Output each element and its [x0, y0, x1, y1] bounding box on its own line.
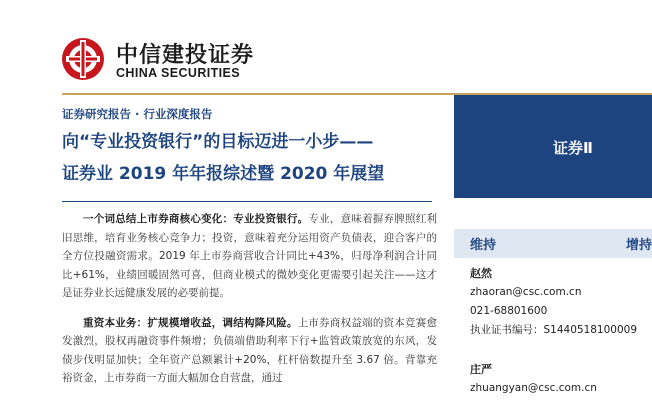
report-title-line-1: 向“专业投资银行”的目标迈进一小步—— [62, 132, 374, 152]
analyst-name: 庄严 [470, 363, 492, 376]
summary-paragraph-2 [62, 314, 437, 388]
analyst-phone: 021-68801600 [470, 305, 548, 317]
report-title [62, 128, 442, 188]
paragraph-2-text: 上市券商权益端的资本竞赛愈发激烈，股权再融资事件频增；负债端借助利率下行+监管政策放宽的东风，发债步伐明显加快；全年资产总额累计+20%，杠杆倍数提升至 3.67 倍。背靠充裕资金，上市券商一方面大幅加仓自营盘，通过 [62, 316, 437, 384]
rating-value: 增持 [626, 238, 652, 253]
title-underline [62, 201, 432, 202]
company-name-en: CHINA SECURITIES [116, 66, 241, 80]
report-summary [62, 210, 437, 399]
analyst-license: 执业证书编号：S1440518100009 [470, 324, 638, 336]
analyst-name: 赵然 [470, 267, 492, 280]
company-name-cn: 中信建投证券 [116, 43, 255, 68]
rating-action: 维持 [470, 238, 497, 253]
china-securities-logo-icon [60, 36, 106, 82]
analyst-block [470, 264, 637, 340]
analyst-email: zhaoran@csc.com.cn [470, 286, 582, 298]
paragraph-2-lead: 重资本业务：扩规模增收益，调结构降风险。 [83, 316, 298, 329]
report-title-line-2: 证券业 2019 年年报综述暨 2020 年展望 [62, 164, 385, 184]
analyst-email: zhuangyan@csc.com.cn [470, 382, 597, 394]
paragraph-1-lead: 一个词总结上市券商核心变化：专业投资银行。 [83, 213, 309, 225]
report-type-label: 证券研究报告 · 行业深度报告 [62, 107, 213, 121]
sector-name: 证券Ⅱ [553, 139, 593, 157]
paragraph-1-text: 专业，意味着摒弃脾照红利旧思维，培育业务核心竞争力；投资，意味着充分运用资产负债表，迎合客户的全方位投融资需求。2019 年上市券商营收合计同比+43%，归母净利润合计同比+61%，业绩回暖固然可喜，但商业模式的微妙变化更需要引起关注——这才是证券业长远健康发展的必要前提。 [62, 213, 437, 299]
analyst-block [470, 360, 597, 398]
summary-paragraph-1 [62, 210, 437, 303]
